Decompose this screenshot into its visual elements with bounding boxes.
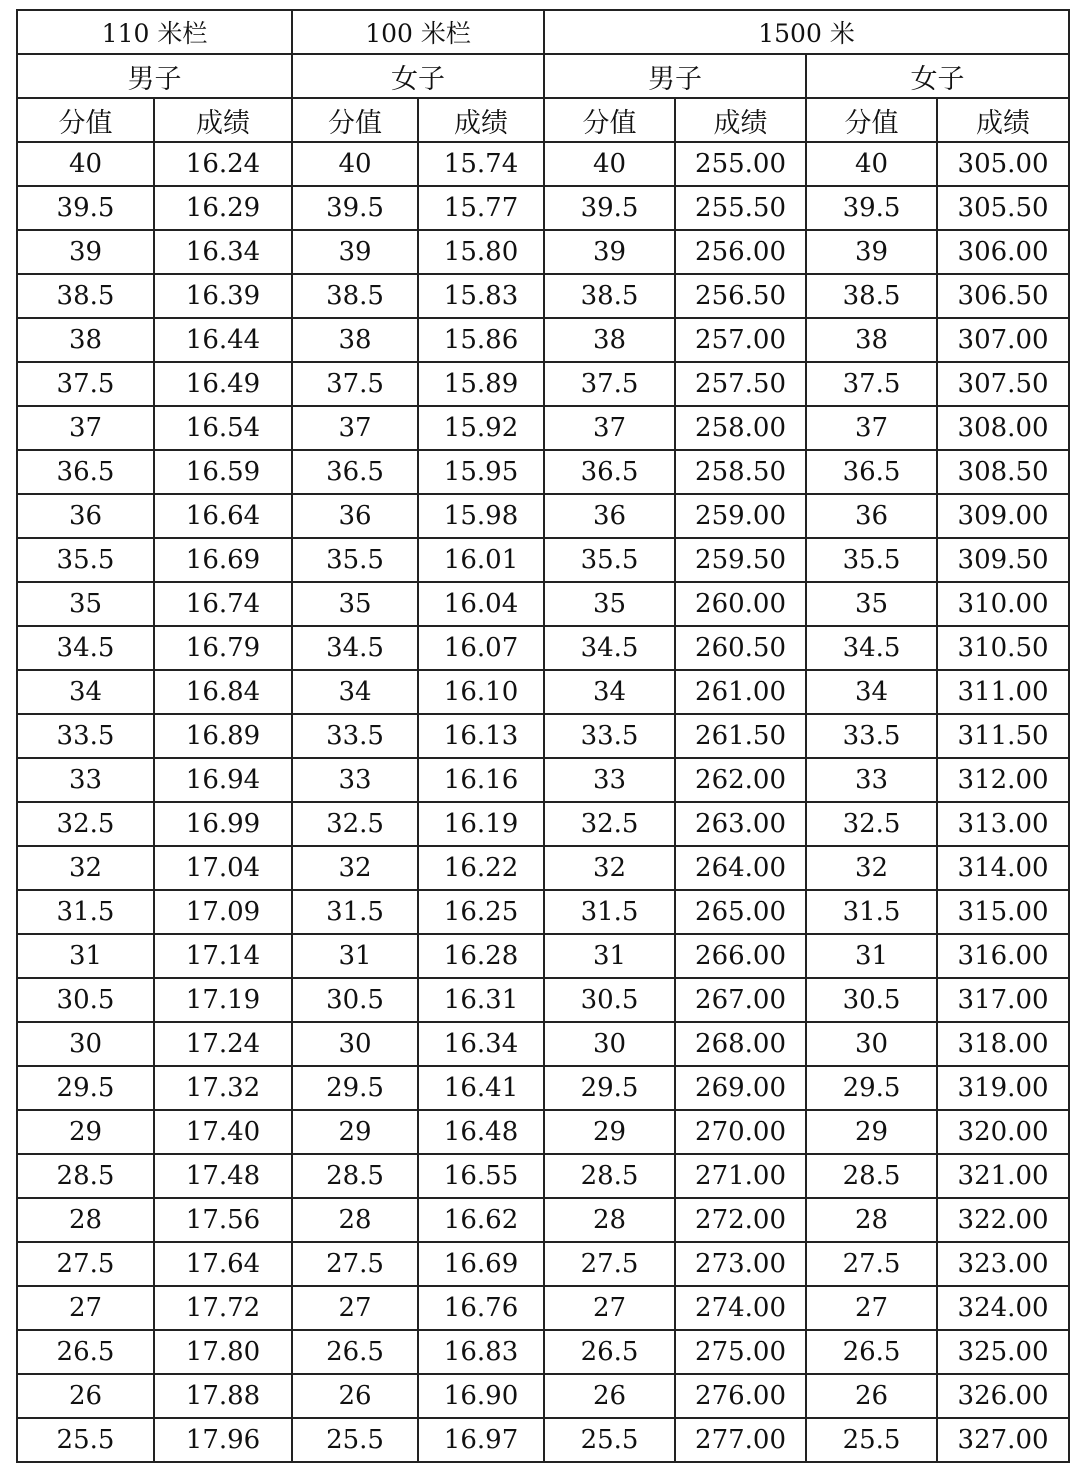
column-header-row <box>17 98 1069 142</box>
result-cell: 16.34 <box>418 1022 544 1066</box>
score-points-cell: 26.5 <box>292 1330 418 1374</box>
result-cell: 308.50 <box>937 450 1069 494</box>
score-points-cell: 37.5 <box>544 362 675 406</box>
score-points-cell: 28 <box>292 1198 418 1242</box>
score-points-cell: 33 <box>292 758 418 802</box>
result-cell: 262.00 <box>675 758 806 802</box>
result-cell: 308.00 <box>937 406 1069 450</box>
result-cell: 17.04 <box>154 846 292 890</box>
result-cell: 17.24 <box>154 1022 292 1066</box>
score-points-cell: 35.5 <box>17 538 154 582</box>
result-cell: 260.50 <box>675 626 806 670</box>
result-cell: 16.25 <box>418 890 544 934</box>
table-row <box>17 1418 1069 1462</box>
score-points-cell: 31.5 <box>292 890 418 934</box>
score-points-cell: 36 <box>806 494 937 538</box>
score-points-cell: 25.5 <box>544 1418 675 1462</box>
score-points-cell: 31 <box>544 934 675 978</box>
table-row <box>17 494 1069 538</box>
result-cell: 256.00 <box>675 230 806 274</box>
gender-header-row <box>17 54 1069 98</box>
result-cell: 256.50 <box>675 274 806 318</box>
result-cell: 309.00 <box>937 494 1069 538</box>
column-header-cell: 分值 <box>806 98 937 142</box>
result-cell: 16.13 <box>418 714 544 758</box>
score-points-cell: 28.5 <box>806 1154 937 1198</box>
result-cell: 318.00 <box>937 1022 1069 1066</box>
result-cell: 267.00 <box>675 978 806 1022</box>
score-points-cell: 34.5 <box>544 626 675 670</box>
result-cell: 273.00 <box>675 1242 806 1286</box>
score-points-cell: 37 <box>17 406 154 450</box>
score-points-cell: 32 <box>17 846 154 890</box>
table-row <box>17 274 1069 318</box>
table-row <box>17 758 1069 802</box>
result-cell: 15.95 <box>418 450 544 494</box>
result-cell: 305.50 <box>937 186 1069 230</box>
result-cell: 263.00 <box>675 802 806 846</box>
score-points-cell: 30.5 <box>17 978 154 1022</box>
score-points-cell: 40 <box>17 142 154 186</box>
result-cell: 320.00 <box>937 1110 1069 1154</box>
result-cell: 15.86 <box>418 318 544 362</box>
table-row <box>17 890 1069 934</box>
result-cell: 16.19 <box>418 802 544 846</box>
score-points-cell: 37 <box>292 406 418 450</box>
result-cell: 271.00 <box>675 1154 806 1198</box>
score-points-cell: 26.5 <box>17 1330 154 1374</box>
table-row <box>17 670 1069 714</box>
score-points-cell: 26 <box>17 1374 154 1418</box>
score-points-cell: 34.5 <box>806 626 937 670</box>
score-points-cell: 39.5 <box>544 186 675 230</box>
score-points-cell: 38 <box>544 318 675 362</box>
score-points-cell: 32.5 <box>292 802 418 846</box>
result-cell: 16.89 <box>154 714 292 758</box>
table-row <box>17 450 1069 494</box>
result-cell: 270.00 <box>675 1110 806 1154</box>
result-cell: 276.00 <box>675 1374 806 1418</box>
score-points-cell: 27 <box>544 1286 675 1330</box>
table-row <box>17 802 1069 846</box>
table-row <box>17 1286 1069 1330</box>
result-cell: 16.54 <box>154 406 292 450</box>
score-points-cell: 29 <box>806 1110 937 1154</box>
score-points-cell: 31 <box>17 934 154 978</box>
score-points-cell: 34 <box>806 670 937 714</box>
score-points-cell: 39.5 <box>806 186 937 230</box>
score-points-cell: 29.5 <box>544 1066 675 1110</box>
table-row <box>17 1066 1069 1110</box>
result-cell: 17.40 <box>154 1110 292 1154</box>
result-cell: 16.69 <box>154 538 292 582</box>
result-cell: 268.00 <box>675 1022 806 1066</box>
result-cell: 275.00 <box>675 1330 806 1374</box>
result-cell: 255.50 <box>675 186 806 230</box>
result-cell: 258.50 <box>675 450 806 494</box>
score-points-cell: 38 <box>806 318 937 362</box>
score-points-cell: 37 <box>806 406 937 450</box>
result-cell: 16.39 <box>154 274 292 318</box>
result-cell: 261.50 <box>675 714 806 758</box>
score-points-cell: 32 <box>292 846 418 890</box>
result-cell: 16.79 <box>154 626 292 670</box>
result-cell: 305.00 <box>937 142 1069 186</box>
result-cell: 16.24 <box>154 142 292 186</box>
score-points-cell: 25.5 <box>292 1418 418 1462</box>
score-points-cell: 28 <box>806 1198 937 1242</box>
score-points-cell: 25.5 <box>17 1418 154 1462</box>
score-points-cell: 38.5 <box>806 274 937 318</box>
score-points-cell: 39 <box>806 230 937 274</box>
score-points-cell: 26.5 <box>544 1330 675 1374</box>
score-points-cell: 35.5 <box>292 538 418 582</box>
result-cell: 16.83 <box>418 1330 544 1374</box>
table-row <box>17 846 1069 890</box>
score-points-cell: 39 <box>544 230 675 274</box>
score-points-cell: 38 <box>17 318 154 362</box>
result-cell: 16.48 <box>418 1110 544 1154</box>
result-cell: 16.31 <box>418 978 544 1022</box>
result-cell: 314.00 <box>937 846 1069 890</box>
result-cell: 17.96 <box>154 1418 292 1462</box>
score-points-cell: 29 <box>292 1110 418 1154</box>
result-cell: 16.55 <box>418 1154 544 1198</box>
result-cell: 15.80 <box>418 230 544 274</box>
score-points-cell: 29 <box>17 1110 154 1154</box>
score-points-cell: 26 <box>806 1374 937 1418</box>
table-row <box>17 1154 1069 1198</box>
score-points-cell: 33.5 <box>17 714 154 758</box>
result-cell: 17.88 <box>154 1374 292 1418</box>
result-cell: 327.00 <box>937 1418 1069 1462</box>
score-points-cell: 36 <box>292 494 418 538</box>
score-points-cell: 29.5 <box>17 1066 154 1110</box>
table-row <box>17 406 1069 450</box>
result-cell: 15.92 <box>418 406 544 450</box>
result-cell: 16.41 <box>418 1066 544 1110</box>
score-points-cell: 27.5 <box>544 1242 675 1286</box>
score-points-cell: 30.5 <box>292 978 418 1022</box>
result-cell: 17.14 <box>154 934 292 978</box>
result-cell: 306.00 <box>937 230 1069 274</box>
result-cell: 17.48 <box>154 1154 292 1198</box>
score-points-cell: 33 <box>17 758 154 802</box>
score-points-cell: 34 <box>544 670 675 714</box>
score-points-cell: 33 <box>806 758 937 802</box>
score-points-cell: 36.5 <box>17 450 154 494</box>
result-cell: 15.77 <box>418 186 544 230</box>
score-points-cell: 28 <box>17 1198 154 1242</box>
event-header-cell: 100 米栏 <box>292 10 544 54</box>
result-cell: 261.00 <box>675 670 806 714</box>
score-points-cell: 36.5 <box>806 450 937 494</box>
table-row <box>17 362 1069 406</box>
score-points-cell: 39.5 <box>17 186 154 230</box>
event-header-cell: 1500 米 <box>544 10 1069 54</box>
score-points-cell: 37 <box>544 406 675 450</box>
gender-header-cell: 男子 <box>544 54 806 98</box>
table-row <box>17 318 1069 362</box>
result-cell: 324.00 <box>937 1286 1069 1330</box>
result-cell: 16.74 <box>154 582 292 626</box>
score-points-cell: 32.5 <box>544 802 675 846</box>
result-cell: 310.00 <box>937 582 1069 626</box>
result-cell: 17.56 <box>154 1198 292 1242</box>
score-points-cell: 27.5 <box>292 1242 418 1286</box>
result-cell: 321.00 <box>937 1154 1069 1198</box>
score-points-cell: 31.5 <box>544 890 675 934</box>
result-cell: 16.07 <box>418 626 544 670</box>
score-points-cell: 36.5 <box>292 450 418 494</box>
score-points-cell: 38 <box>292 318 418 362</box>
result-cell: 16.90 <box>418 1374 544 1418</box>
result-cell: 16.84 <box>154 670 292 714</box>
score-points-cell: 25.5 <box>806 1418 937 1462</box>
score-points-cell: 39.5 <box>292 186 418 230</box>
score-points-cell: 39 <box>292 230 418 274</box>
result-cell: 265.00 <box>675 890 806 934</box>
column-header-cell: 成绩 <box>937 98 1069 142</box>
score-points-cell: 29.5 <box>806 1066 937 1110</box>
gender-header-cell: 女子 <box>806 54 1069 98</box>
table-row <box>17 626 1069 670</box>
score-points-cell: 29.5 <box>292 1066 418 1110</box>
result-cell: 17.09 <box>154 890 292 934</box>
result-cell: 17.72 <box>154 1286 292 1330</box>
score-points-cell: 36.5 <box>544 450 675 494</box>
result-cell: 15.74 <box>418 142 544 186</box>
score-points-cell: 27.5 <box>806 1242 937 1286</box>
score-table <box>16 9 1070 1463</box>
table-row <box>17 1198 1069 1242</box>
result-cell: 17.64 <box>154 1242 292 1286</box>
result-cell: 16.34 <box>154 230 292 274</box>
column-header-cell: 成绩 <box>675 98 806 142</box>
table-row <box>17 230 1069 274</box>
score-points-cell: 34 <box>292 670 418 714</box>
result-cell: 16.49 <box>154 362 292 406</box>
score-points-cell: 35 <box>17 582 154 626</box>
score-points-cell: 33.5 <box>292 714 418 758</box>
score-points-cell: 37.5 <box>292 362 418 406</box>
result-cell: 16.76 <box>418 1286 544 1330</box>
table-row <box>17 934 1069 978</box>
result-cell: 307.50 <box>937 362 1069 406</box>
result-cell: 274.00 <box>675 1286 806 1330</box>
score-points-cell: 28.5 <box>17 1154 154 1198</box>
result-cell: 255.00 <box>675 142 806 186</box>
score-points-cell: 34.5 <box>292 626 418 670</box>
score-points-cell: 40 <box>544 142 675 186</box>
score-points-cell: 31.5 <box>17 890 154 934</box>
result-cell: 259.00 <box>675 494 806 538</box>
result-cell: 16.01 <box>418 538 544 582</box>
result-cell: 319.00 <box>937 1066 1069 1110</box>
table-row <box>17 1374 1069 1418</box>
result-cell: 258.00 <box>675 406 806 450</box>
event-header-cell: 110 米栏 <box>17 10 292 54</box>
result-cell: 266.00 <box>675 934 806 978</box>
result-cell: 15.98 <box>418 494 544 538</box>
score-points-cell: 33.5 <box>544 714 675 758</box>
result-cell: 311.00 <box>937 670 1069 714</box>
table-row <box>17 186 1069 230</box>
score-points-cell: 30 <box>544 1022 675 1066</box>
score-points-cell: 37.5 <box>17 362 154 406</box>
column-header-cell: 分值 <box>544 98 675 142</box>
score-points-cell: 30 <box>292 1022 418 1066</box>
result-cell: 312.00 <box>937 758 1069 802</box>
score-points-cell: 38.5 <box>17 274 154 318</box>
result-cell: 15.89 <box>418 362 544 406</box>
score-points-cell: 38.5 <box>544 274 675 318</box>
score-points-cell: 35.5 <box>806 538 937 582</box>
result-cell: 315.00 <box>937 890 1069 934</box>
result-cell: 15.83 <box>418 274 544 318</box>
score-points-cell: 27 <box>292 1286 418 1330</box>
score-points-cell: 32 <box>806 846 937 890</box>
score-points-cell: 36 <box>17 494 154 538</box>
column-header-cell: 分值 <box>17 98 154 142</box>
table-row <box>17 538 1069 582</box>
result-cell: 16.22 <box>418 846 544 890</box>
score-points-cell: 39 <box>17 230 154 274</box>
table-row <box>17 582 1069 626</box>
result-cell: 257.00 <box>675 318 806 362</box>
score-points-cell: 38.5 <box>292 274 418 318</box>
score-points-cell: 28 <box>544 1198 675 1242</box>
score-points-cell: 32.5 <box>17 802 154 846</box>
result-cell: 311.50 <box>937 714 1069 758</box>
column-header-cell: 成绩 <box>154 98 292 142</box>
result-cell: 306.50 <box>937 274 1069 318</box>
column-header-cell: 分值 <box>292 98 418 142</box>
score-points-cell: 29 <box>544 1110 675 1154</box>
result-cell: 16.69 <box>418 1242 544 1286</box>
score-points-cell: 30 <box>806 1022 937 1066</box>
result-cell: 17.19 <box>154 978 292 1022</box>
score-points-cell: 28.5 <box>292 1154 418 1198</box>
column-header-cell: 成绩 <box>418 98 544 142</box>
result-cell: 16.28 <box>418 934 544 978</box>
table-row <box>17 1242 1069 1286</box>
event-header-row <box>17 10 1069 54</box>
score-points-cell: 30.5 <box>544 978 675 1022</box>
result-cell: 326.00 <box>937 1374 1069 1418</box>
table-row <box>17 978 1069 1022</box>
score-points-cell: 31 <box>806 934 937 978</box>
score-points-cell: 37.5 <box>806 362 937 406</box>
result-cell: 325.00 <box>937 1330 1069 1374</box>
score-points-cell: 32.5 <box>806 802 937 846</box>
gender-header-cell: 女子 <box>292 54 544 98</box>
result-cell: 313.00 <box>937 802 1069 846</box>
result-cell: 310.50 <box>937 626 1069 670</box>
result-cell: 17.32 <box>154 1066 292 1110</box>
result-cell: 16.44 <box>154 318 292 362</box>
result-cell: 316.00 <box>937 934 1069 978</box>
score-points-cell: 33 <box>544 758 675 802</box>
table-row <box>17 1330 1069 1374</box>
result-cell: 16.97 <box>418 1418 544 1462</box>
score-points-cell: 26 <box>544 1374 675 1418</box>
result-cell: 17.80 <box>154 1330 292 1374</box>
score-points-cell: 31.5 <box>806 890 937 934</box>
result-cell: 16.29 <box>154 186 292 230</box>
score-points-cell: 27 <box>17 1286 154 1330</box>
score-points-cell: 40 <box>292 142 418 186</box>
score-points-cell: 33.5 <box>806 714 937 758</box>
result-cell: 323.00 <box>937 1242 1069 1286</box>
result-cell: 16.64 <box>154 494 292 538</box>
result-cell: 317.00 <box>937 978 1069 1022</box>
score-points-cell: 30 <box>17 1022 154 1066</box>
result-cell: 16.04 <box>418 582 544 626</box>
score-points-cell: 30.5 <box>806 978 937 1022</box>
result-cell: 16.59 <box>154 450 292 494</box>
table-row <box>17 142 1069 186</box>
table-row <box>17 714 1069 758</box>
result-cell: 322.00 <box>937 1198 1069 1242</box>
table-row <box>17 1110 1069 1154</box>
score-points-cell: 35 <box>806 582 937 626</box>
result-cell: 277.00 <box>675 1418 806 1462</box>
score-points-cell: 35.5 <box>544 538 675 582</box>
score-points-cell: 35 <box>544 582 675 626</box>
score-points-cell: 27 <box>806 1286 937 1330</box>
result-cell: 16.62 <box>418 1198 544 1242</box>
result-cell: 16.10 <box>418 670 544 714</box>
result-cell: 264.00 <box>675 846 806 890</box>
result-cell: 16.16 <box>418 758 544 802</box>
score-points-cell: 31 <box>292 934 418 978</box>
score-points-cell: 32 <box>544 846 675 890</box>
result-cell: 16.94 <box>154 758 292 802</box>
result-cell: 309.50 <box>937 538 1069 582</box>
score-points-cell: 28.5 <box>544 1154 675 1198</box>
result-cell: 257.50 <box>675 362 806 406</box>
score-points-cell: 26 <box>292 1374 418 1418</box>
score-points-cell: 40 <box>806 142 937 186</box>
result-cell: 259.50 <box>675 538 806 582</box>
score-points-cell: 34.5 <box>17 626 154 670</box>
result-cell: 307.00 <box>937 318 1069 362</box>
score-points-cell: 26.5 <box>806 1330 937 1374</box>
result-cell: 269.00 <box>675 1066 806 1110</box>
score-points-cell: 36 <box>544 494 675 538</box>
result-cell: 16.99 <box>154 802 292 846</box>
table-row <box>17 1022 1069 1066</box>
score-points-cell: 34 <box>17 670 154 714</box>
score-points-cell: 35 <box>292 582 418 626</box>
gender-header-cell: 男子 <box>17 54 292 98</box>
result-cell: 260.00 <box>675 582 806 626</box>
result-cell: 272.00 <box>675 1198 806 1242</box>
score-points-cell: 27.5 <box>17 1242 154 1286</box>
